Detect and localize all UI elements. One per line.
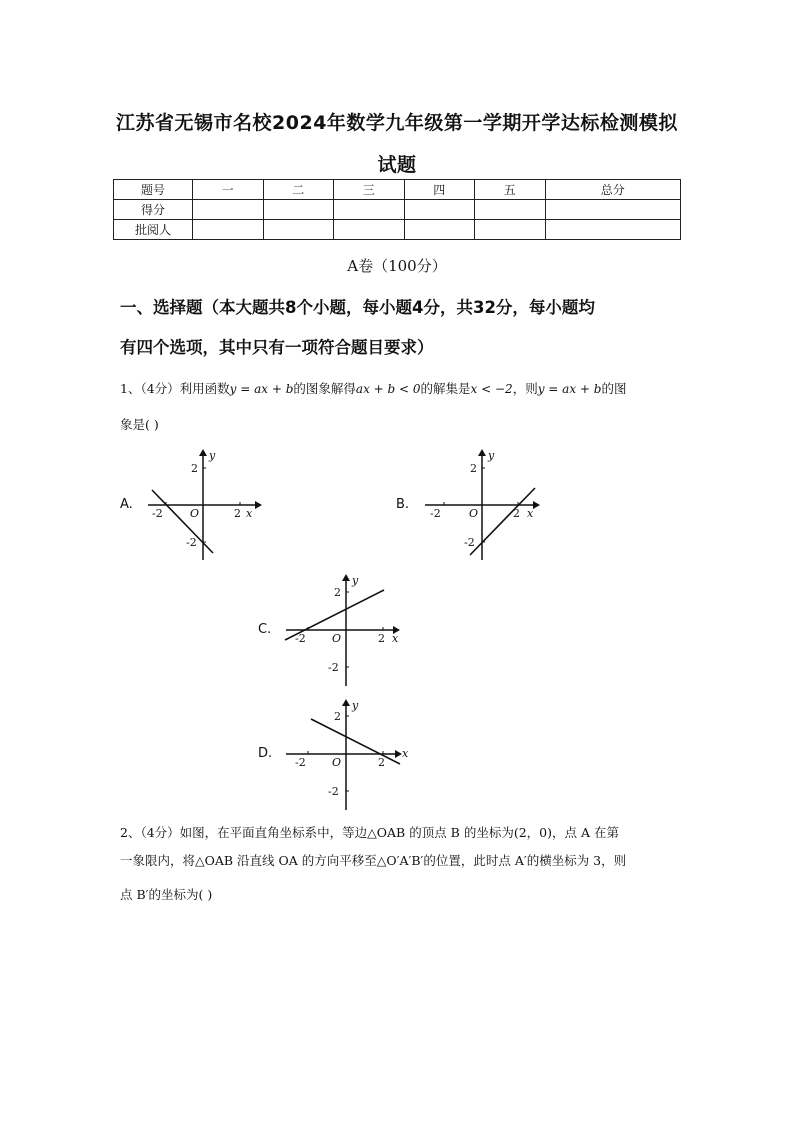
origin-label: O bbox=[332, 756, 342, 769]
x-axis-arrow bbox=[533, 501, 540, 509]
x-tick-label-2: 2 bbox=[234, 507, 241, 520]
score-table-header-cell: 三 bbox=[334, 180, 405, 200]
score-cell bbox=[193, 200, 264, 220]
score-table-header-cell: 五 bbox=[475, 180, 546, 200]
x-tick-label-neg2: -2 bbox=[295, 632, 306, 645]
score-table bbox=[113, 179, 681, 240]
option-a-graph bbox=[140, 445, 270, 565]
x-tick-label-2: 2 bbox=[378, 632, 385, 645]
option-c-graph bbox=[280, 570, 410, 690]
grader-cell bbox=[193, 220, 264, 240]
y-tick-label-2: 2 bbox=[334, 586, 341, 599]
document-title-line1: 江苏省无锡市名校2024年数学九年级第一学期开学达标检测模拟 bbox=[116, 112, 678, 134]
x-axis-arrow bbox=[255, 501, 262, 509]
q1-text: 的解集是 bbox=[420, 381, 471, 396]
score-table-row-label: 批阅人 bbox=[114, 220, 193, 240]
y-tick-label-2: 2 bbox=[334, 710, 341, 723]
y-axis-label: y bbox=[209, 449, 216, 462]
x-tick-label-neg2: -2 bbox=[295, 756, 306, 769]
x-axis-label: x bbox=[402, 747, 409, 760]
score-table-header-cell: 二 bbox=[263, 180, 334, 200]
y-axis-arrow bbox=[478, 449, 486, 456]
q1-text: 的图象解得 bbox=[293, 381, 356, 396]
part1-heading-line2: 有四个选项，其中只有一项符合题目要求） bbox=[120, 338, 434, 357]
origin-label: O bbox=[332, 632, 342, 645]
q1-equation: y = ax + b bbox=[229, 382, 294, 396]
option-a-label[interactable]: A. bbox=[120, 497, 133, 512]
y-tick-label-neg2: -2 bbox=[464, 536, 475, 549]
x-axis-arrow bbox=[395, 750, 402, 758]
y-axis-arrow bbox=[342, 699, 350, 706]
grader-cell bbox=[545, 220, 681, 240]
grader-cell bbox=[475, 220, 546, 240]
score-table-header-cell: 一 bbox=[193, 180, 264, 200]
document-title-line2: 试题 bbox=[377, 154, 417, 176]
grader-cell bbox=[404, 220, 475, 240]
score-table-row-label: 得分 bbox=[114, 200, 193, 220]
q1-equation: y = ax + b bbox=[537, 382, 602, 396]
y-tick-label-neg2: -2 bbox=[328, 661, 339, 674]
grader-cell bbox=[263, 220, 334, 240]
question-2-line2: 一象限内，将△OAB 沿直线 OA 的方向平移至△O′A′B′的位置，此时点 A′的横坐标为 3，则 bbox=[120, 853, 627, 868]
option-d-label[interactable]: D. bbox=[258, 746, 273, 761]
score-table-header-row bbox=[114, 180, 681, 200]
y-axis-arrow bbox=[199, 449, 207, 456]
x-axis-label: x bbox=[392, 632, 399, 645]
y-axis-label: y bbox=[352, 699, 359, 712]
x-tick-label-neg2: -2 bbox=[152, 507, 163, 520]
function-line bbox=[152, 490, 213, 553]
score-cell bbox=[404, 200, 475, 220]
score-cell bbox=[263, 200, 334, 220]
x-tick-label-2: 2 bbox=[513, 507, 520, 520]
question-1 bbox=[120, 376, 680, 402]
x-axis-label: x bbox=[246, 507, 253, 520]
x-axis-label: x bbox=[527, 507, 534, 520]
x-tick-label-neg2: -2 bbox=[430, 507, 441, 520]
question-2-line1: 2、（4分）如图，在平面直角坐标系中，等边△OAB 的顶点 B 的坐标为(2，0)，点 A 在第 bbox=[120, 825, 619, 840]
score-cell bbox=[334, 200, 405, 220]
q1-solution: x < −2 bbox=[470, 382, 513, 396]
option-b-graph bbox=[420, 445, 550, 565]
score-table-grader-row bbox=[114, 220, 681, 240]
y-tick-label-neg2: -2 bbox=[186, 536, 197, 549]
section-a-title: A卷（100分） bbox=[347, 257, 447, 275]
score-cell bbox=[545, 200, 681, 220]
question-1-line2: 象是( ) bbox=[120, 417, 159, 432]
y-axis-label: y bbox=[488, 449, 495, 462]
y-tick-label-2: 2 bbox=[191, 462, 198, 475]
score-table-header-cell: 题号 bbox=[114, 180, 193, 200]
origin-label: O bbox=[190, 507, 200, 520]
origin-label: O bbox=[469, 507, 479, 520]
y-tick-label-2: 2 bbox=[470, 462, 477, 475]
x-tick-label-2: 2 bbox=[378, 756, 385, 769]
score-table-score-row bbox=[114, 200, 681, 220]
option-b-label[interactable]: B. bbox=[396, 497, 410, 512]
score-cell bbox=[475, 200, 546, 220]
function-line bbox=[311, 719, 400, 764]
option-c-label[interactable]: C. bbox=[258, 622, 272, 637]
grader-cell bbox=[334, 220, 405, 240]
score-table-header-cell: 四 bbox=[404, 180, 475, 200]
function-line bbox=[470, 488, 535, 555]
q1-inequality: ax + b < 0 bbox=[355, 382, 421, 396]
question-2-line3: 点 B′的坐标为( ) bbox=[120, 887, 213, 902]
q1-text: 的图 bbox=[601, 381, 627, 396]
y-axis-arrow bbox=[342, 574, 350, 581]
option-d-graph bbox=[280, 695, 410, 815]
y-axis-label: y bbox=[352, 574, 359, 587]
y-tick-label-neg2: -2 bbox=[328, 785, 339, 798]
q1-text: ，则 bbox=[512, 381, 538, 396]
score-table-header-cell: 总分 bbox=[545, 180, 681, 200]
q1-prefix: 1、（4分）利用函数 bbox=[120, 381, 230, 396]
part1-heading-line1: 一、选择题（本大题共8个小题，每小题4分，共32分，每小题均 bbox=[120, 298, 595, 317]
